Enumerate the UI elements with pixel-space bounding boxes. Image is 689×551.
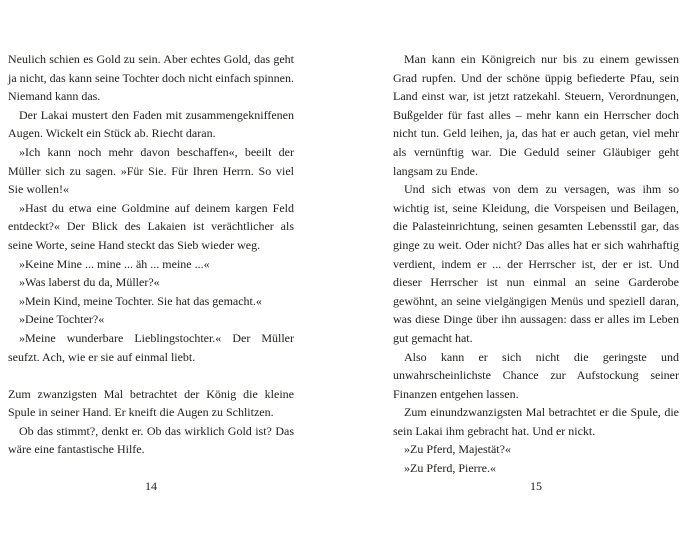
paragraph: Also kann er sich nicht die geringste und unwahrscheinlichste Chance zur Aufstockung seiner Finanzen entgehen lassen. <box>393 349 679 401</box>
paragraph: »Ich kann noch mehr davon beschaffen«, beeilt der Müller sich zu sagen. »Für Sie. Für Ihren Herrn. So viel Sie wollen!« <box>8 144 294 197</box>
paragraph: »Meine wunderbare Lieblingstochter.« Der Müller seufzt. Ach, wie er sie auf einmal liebt. <box>8 330 294 364</box>
page-right <box>393 50 679 478</box>
paragraph: »Mein Kind, meine Tochter. Sie hat das gemacht.« <box>19 293 262 308</box>
paragraph: »Zu Pferd, Pierre.« <box>404 461 496 476</box>
paragraph: Der Lakai mustert den Faden mit zusammengekniffenen Augen. Wickelt ein Stück ab. Riecht daran. <box>8 107 294 141</box>
page-number-right: 15 <box>530 479 542 493</box>
page-right-text <box>393 50 679 478</box>
page-left-text <box>8 50 294 459</box>
paragraph: »Was laberst du da, Müller?« <box>19 275 160 290</box>
paragraph: »Deine Tochter?« <box>19 312 105 327</box>
page-number-left: 14 <box>145 479 157 493</box>
paragraph: Und sich etwas von dem zu versagen, was ihm so wichtig ist, seine Kleidung, die Vorspeisen und Beilagen, die Palasteinrichtung, seinen gesamten Lebensstil gar, das ginge zu weit. Oder nicht? Das alles hat er sich wahrhaftig verdient, indem er ... der Herrscher ist, der er ist. Und dieser Herrscher ist nun einmal an seine Garderobe gewöhnt, an seine vielgängigen Menüs und speziell daran, was diese Dinge über ihn aussagen: dass er alles im Leben gut gemacht hat. <box>393 182 679 345</box>
paragraph: Man kann ein Königreich nur bis zu einem gewissen Grad rupfen. Und der schöne üppig befiederte Pfau, sein Land einst war, ist jetzt ratzekahl. Steuern, Verordnungen, Bußgelder für fast alles – mehr kann ein Herrscher doch nicht tun. Geld leihen, ja, das hat er auch getan, viel mehr als vernünftig war. Die Geduld seiner Gläubiger geht langsam zu Ende. <box>393 52 679 178</box>
paragraph: »Zu Pferd, Majestät?« <box>404 442 511 457</box>
paragraph: »Keine Mine ... mine ... äh ... meine ...« <box>19 256 210 271</box>
paragraph: Neulich schien es Gold zu sein. Aber echtes Gold, das geht ja nicht, das kann seine Tochter doch nicht einfach spinnen. Niemand kann das. <box>8 52 294 104</box>
paragraph: »Hast du etwa eine Goldmine auf deinem kargen Feld entdeckt?« Der Blick des Lakaien ist verächtlicher als seine Worte, seine Hand steckt das Sieb wieder weg. <box>8 200 294 252</box>
page-left <box>8 50 294 459</box>
paragraph: Ob das stimmt?, denkt er. Ob das wirklich Gold ist? Das wäre eine fantastische Hilfe. <box>8 423 294 457</box>
paragraph: Zum einundzwanzigsten Mal betrachtet er die Spule, die sein Lakai ihm gebracht hat. Und er nickt. <box>393 405 679 438</box>
paragraph: Zum zwanzigsten Mal betrachtet der König die kleine Spule in seiner Hand. Er kneift die Augen zu Schlitzen. <box>8 386 294 420</box>
